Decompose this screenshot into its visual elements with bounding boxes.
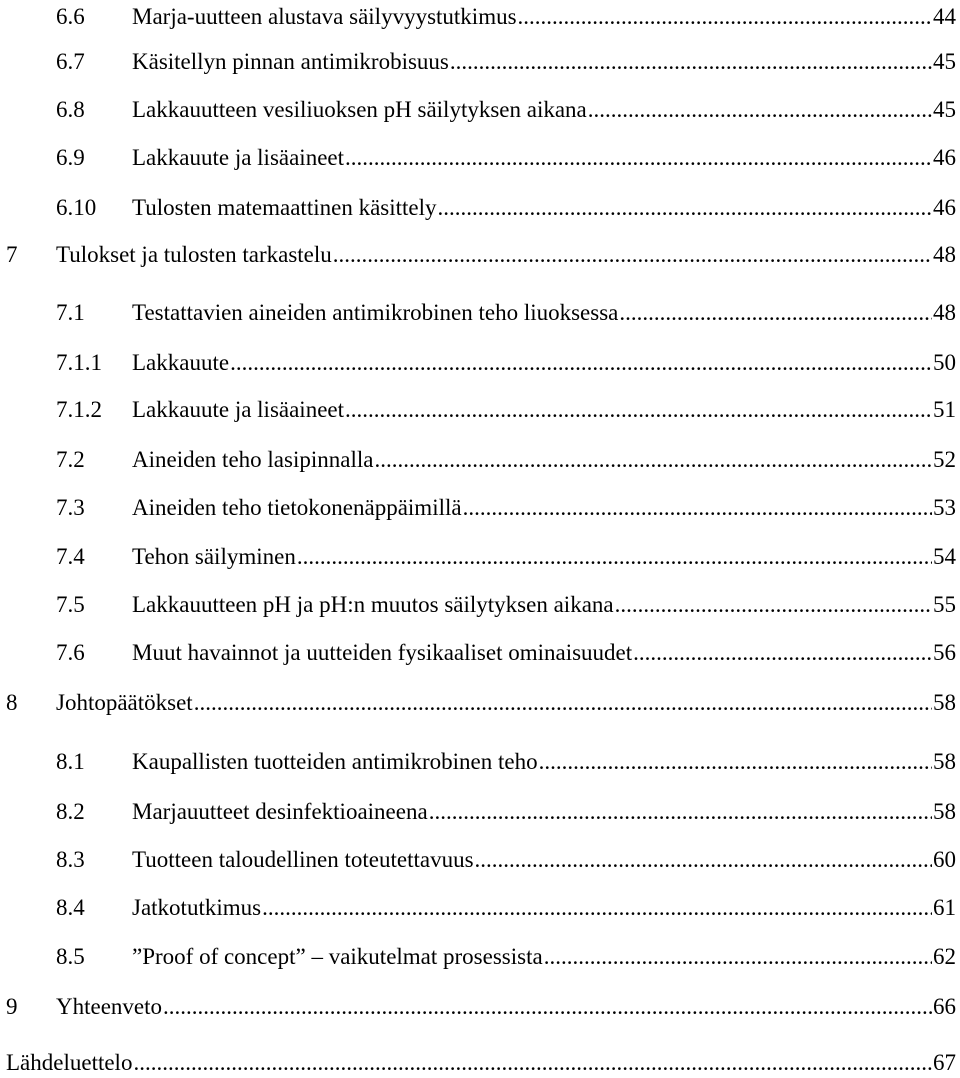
toc-number: 8 bbox=[6, 690, 18, 715]
toc-number: 7.5 bbox=[56, 592, 85, 617]
toc-number: 9 bbox=[6, 994, 18, 1019]
toc-page-number: 66 bbox=[933, 994, 956, 1019]
toc-number: 7.4 bbox=[56, 544, 85, 569]
dot-leader bbox=[475, 845, 932, 875]
toc-page-number: 62 bbox=[933, 944, 956, 969]
toc-entry-7-1[interactable] bbox=[0, 298, 956, 328]
toc-number: 7.1.1 bbox=[56, 350, 102, 375]
dot-leader bbox=[297, 542, 932, 572]
toc-entry-6-6[interactable] bbox=[0, 2, 956, 32]
dot-leader bbox=[438, 193, 933, 223]
toc-page-number: 61 bbox=[933, 895, 956, 920]
toc-title: Marja-uutteen alustava säilyvyystutkimus bbox=[132, 4, 517, 29]
toc-title: Lähdeluettelo bbox=[6, 1050, 133, 1075]
toc-entry-7-5[interactable] bbox=[0, 590, 956, 620]
toc-title: Tulokset ja tulosten tarkastelu bbox=[56, 242, 332, 267]
toc-entry-7[interactable] bbox=[0, 240, 956, 270]
dot-leader bbox=[163, 992, 932, 1022]
toc-page-number: 48 bbox=[933, 242, 956, 267]
toc-title: Tehon säilyminen bbox=[132, 544, 296, 569]
toc-title: Marjauutteet desinfektioaineena bbox=[132, 799, 428, 824]
toc-page-number: 56 bbox=[933, 640, 956, 665]
toc-title: Aineiden teho tietokonenäppäimillä bbox=[132, 495, 462, 520]
toc-page-number: 46 bbox=[933, 195, 956, 220]
toc-number: 7.2 bbox=[56, 447, 85, 472]
toc-number: 7.1.2 bbox=[56, 397, 102, 422]
toc-page-number: 58 bbox=[933, 799, 956, 824]
toc-number: 6.7 bbox=[56, 49, 85, 74]
dot-leader bbox=[333, 240, 932, 270]
toc-entry-8[interactable] bbox=[0, 688, 956, 718]
toc-page-number: 58 bbox=[933, 749, 956, 774]
toc-title: Tuotteen taloudellinen toteutettavuus bbox=[132, 847, 474, 872]
toc-page-number: 53 bbox=[933, 495, 956, 520]
toc-page-number: 45 bbox=[933, 97, 956, 122]
toc-title: Jatkotutkimus bbox=[132, 895, 262, 920]
toc-title: ”Proof of concept” – vaikutelmat prosessista bbox=[132, 944, 543, 969]
toc-title: Lakkauutteen vesiliuoksen pH säilytyksen aikana bbox=[132, 97, 587, 122]
toc-number: 6.10 bbox=[56, 195, 97, 220]
toc-title: Käsitellyn pinnan antimikrobisuus bbox=[132, 49, 449, 74]
toc-title: Tulosten matemaattinen käsittely bbox=[132, 195, 437, 220]
toc-title: Testattavien aineiden antimikrobinen teho liuoksessa bbox=[132, 300, 619, 325]
toc-number: 8.3 bbox=[56, 847, 85, 872]
toc-title: Muut havainnot ja uutteiden fysikaaliset ominaisuudet bbox=[132, 640, 633, 665]
dot-leader bbox=[463, 493, 932, 523]
toc-number: 8.5 bbox=[56, 944, 85, 969]
toc-number: 8.2 bbox=[56, 799, 85, 824]
toc-title: Lakkauute ja lisäaineet bbox=[132, 145, 345, 170]
toc-title: Kaupallisten tuotteiden antimikrobinen teho bbox=[132, 749, 538, 774]
toc-entry-8-3[interactable] bbox=[0, 845, 956, 875]
dot-leader bbox=[544, 942, 932, 972]
toc-entry-6-8[interactable] bbox=[0, 95, 956, 125]
dot-leader bbox=[133, 1048, 932, 1078]
dot-leader bbox=[518, 2, 932, 32]
toc-number: 7.3 bbox=[56, 495, 85, 520]
dot-leader bbox=[429, 797, 932, 827]
toc-page-number: 46 bbox=[933, 145, 956, 170]
toc-page-number: 44 bbox=[933, 4, 956, 29]
toc-entry-8-4[interactable] bbox=[0, 893, 956, 923]
toc-number: 6.9 bbox=[56, 145, 85, 170]
dot-leader bbox=[345, 395, 932, 425]
toc-page-number: 51 bbox=[933, 397, 956, 422]
toc-entry-7-4[interactable] bbox=[0, 542, 956, 572]
toc-page-number: 67 bbox=[933, 1050, 956, 1075]
toc-number: 6.8 bbox=[56, 97, 85, 122]
toc-entry-8-5[interactable] bbox=[0, 942, 956, 972]
toc-entry-9[interactable] bbox=[0, 992, 956, 1022]
toc-number: 8.1 bbox=[56, 749, 85, 774]
toc-title: Aineiden teho lasipinnalla bbox=[132, 447, 374, 472]
toc-number: 7 bbox=[6, 242, 18, 267]
toc-number: 8.4 bbox=[56, 895, 85, 920]
dot-leader bbox=[374, 445, 932, 475]
toc-entry-7-2[interactable] bbox=[0, 445, 956, 475]
dot-leader bbox=[262, 893, 932, 923]
toc-entry-8-1[interactable] bbox=[0, 747, 956, 777]
dot-leader bbox=[194, 688, 932, 718]
toc-page-number: 54 bbox=[933, 544, 956, 569]
toc-title: Johtopäätökset bbox=[56, 690, 193, 715]
toc-entry-lahdeluettelo[interactable] bbox=[0, 1048, 956, 1078]
dot-leader bbox=[539, 747, 932, 777]
dot-leader bbox=[450, 47, 932, 77]
toc-title: Lakkauute bbox=[132, 350, 230, 375]
toc-entry-8-2[interactable] bbox=[0, 797, 956, 827]
toc-number: 7.1 bbox=[56, 300, 85, 325]
dot-leader bbox=[619, 298, 932, 328]
toc-title: Lakkauutteen pH ja pH:n muutos säilytyksen aikana bbox=[132, 592, 614, 617]
dot-leader bbox=[345, 143, 932, 173]
toc-entry-6-9[interactable] bbox=[0, 143, 956, 173]
toc-page-number: 60 bbox=[933, 847, 956, 872]
toc-entry-6-10[interactable] bbox=[0, 193, 956, 223]
dot-leader bbox=[588, 95, 932, 125]
toc-title: Lakkauute ja lisäaineet bbox=[132, 397, 345, 422]
toc-title: Yhteenveto bbox=[56, 994, 163, 1019]
dot-leader bbox=[633, 638, 932, 668]
toc-page-number: 58 bbox=[933, 690, 956, 715]
toc-number: 6.6 bbox=[56, 4, 85, 29]
toc-entry-7-1-2[interactable] bbox=[0, 395, 956, 425]
dot-leader bbox=[230, 348, 932, 378]
dot-leader bbox=[615, 590, 932, 620]
toc-entry-7-1-1[interactable] bbox=[0, 348, 956, 378]
toc-page-number: 52 bbox=[933, 447, 956, 472]
toc-page-number: 48 bbox=[933, 300, 956, 325]
toc-entry-7-3[interactable] bbox=[0, 493, 956, 523]
toc-entry-7-6[interactable] bbox=[0, 638, 956, 668]
toc-number: 7.6 bbox=[56, 640, 85, 665]
toc-page-number: 45 bbox=[933, 49, 956, 74]
toc-page-number: 50 bbox=[933, 350, 956, 375]
toc-page-number: 55 bbox=[933, 592, 956, 617]
toc-entry-6-7[interactable] bbox=[0, 47, 956, 77]
